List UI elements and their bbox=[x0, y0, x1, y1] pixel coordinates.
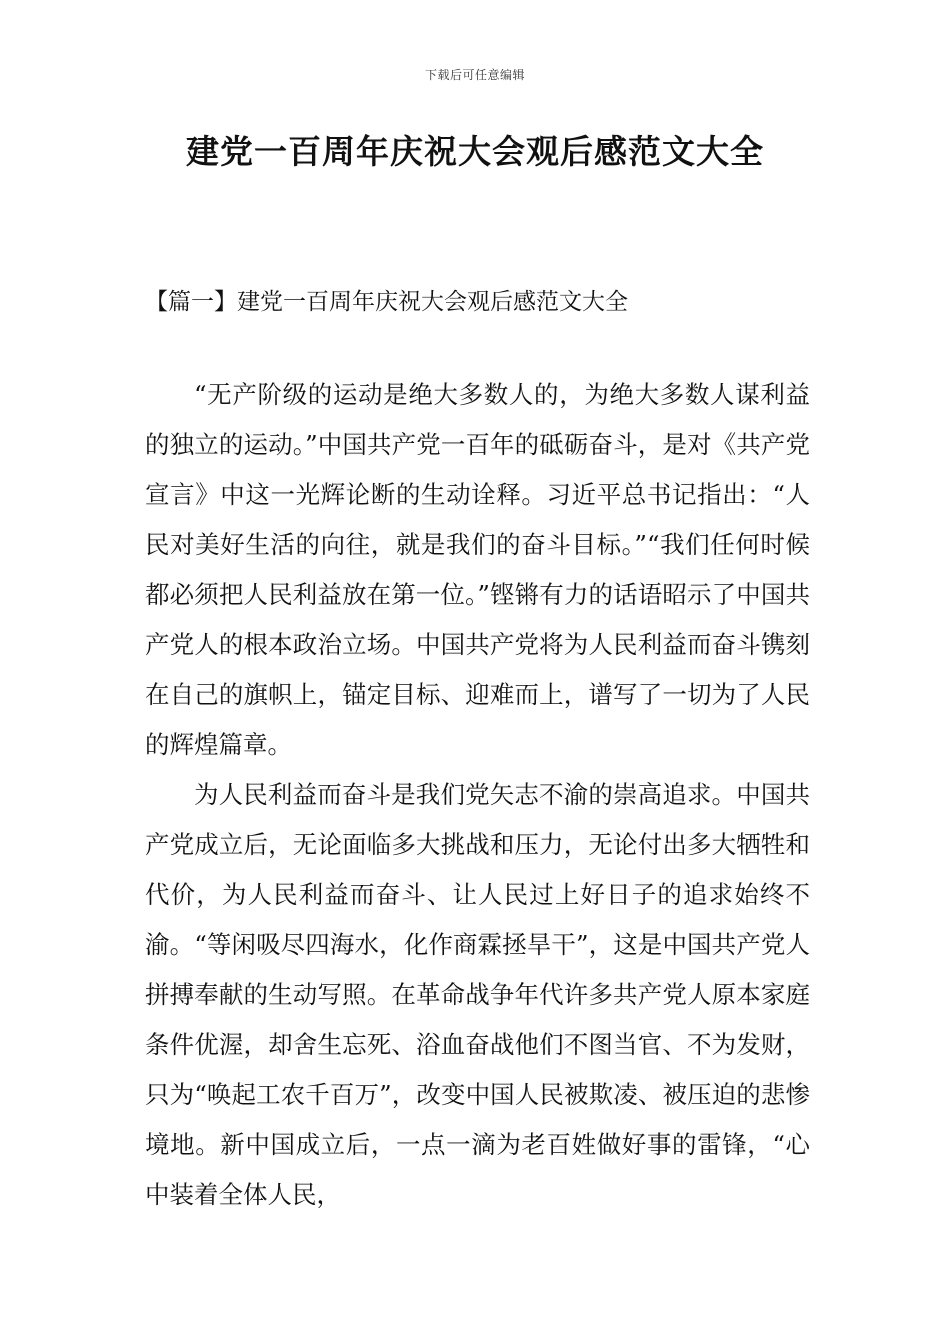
body-text bbox=[145, 370, 810, 1220]
paragraph: “无产阶级的运动是绝大多数人的，为绝大多数人谋利益的独立的运动。”中国共产党一百年的砥砺奋斗，是对《共产党宣言》中这一光辉论断的生动诠释。习近平总书记指出：“人民对美好生活的向往，就是我们的奋斗目标。”“我们任何时候都必须把人民利益放在第一位。”铿锵有力的话语昭示了中国共产党人的根本政治立场。中国共产党将为人民利益而奋斗镌刻在自己的旗帜上，锚定目标、迎难而上，谱写了一切为了人民的辉煌篇章。 bbox=[145, 380, 810, 759]
header-note: 下载后可任意编辑 bbox=[424, 68, 525, 82]
document-title: 建党一百周年庆祝大会观后感范文大全 bbox=[186, 132, 764, 171]
paragraph: 为人民利益而奋斗是我们党矢志不渝的崇高追求。中国共产党成立后，无论面临多大挑战和压力，无论付出多大牺牲和代价，为人民利益而奋斗、让人民过上好日子的追求始终不渝。“等闲吸尽四海水，化作商霖拯旱干”，这是中国共产党人拼搏奉献的生动写照。在革命战争年代许多共产党人原本家庭条件优渥，却舍生忘死、浴血奋战他们不图当官、不为发财，只为“唤起工农千百万”，改变中国人民被欺凌、被压迫的悲惨境地。新中国成立后，一点一滴为老百姓做好事的雷锋，“心中装着全体人民， bbox=[145, 780, 810, 1209]
section-heading: 【篇一】建党一百周年庆祝大会观后感范文大全 bbox=[145, 289, 628, 315]
